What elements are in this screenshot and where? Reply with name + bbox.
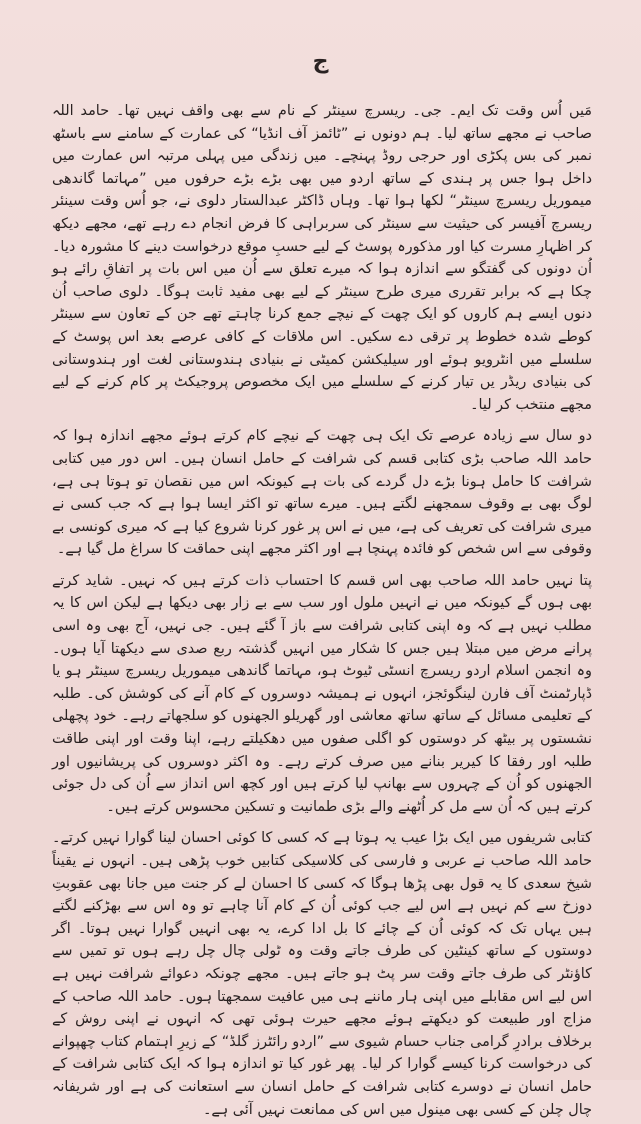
body-text	[52, 100, 592, 1124]
paragraph: پتا نہیں حامد اللہ صاحب بھی اس قسم کا احتساب ذات کرتے ہیں کہ نہیں۔ شاید کرتے بھی ہوں گے کیونکہ میں نے انہیں ملول اور سب سے بے زار بھی دیکھا ہے لیکن اس کا یہ مطلب نہیں ہے کہ وہ اپنی کتابی شرافت سے باز آ گئے ہیں۔ جی نہیں، آج بھی وہ اسی پرانے مرض میں مبتلا ہیں جس کا شکار میں انہیں گذشتہ ربع صدی سے دیکھتا آیا ہوں۔ وہ انجمن اسلام اردو ریسرچ انسٹی ٹیوٹ ہو، مہاتما گاندھی میموریل ریسرچ سینٹر ہو یا ڈپارٹمنٹ آف فارن لینگوئجز، انہوں نے ہمیشہ دوسروں کے کام آنے کی کوشش کی۔ طلبہ کے تعلیمی مسائل کے ساتھ ساتھ معاشی اور گھریلو الجھنوں کو سلجھاتے رہے۔ خود پچھلی نشستوں پر بیٹھ کر دوستوں کو اگلی صفوں میں دھکیلتے رہے، اپنا وقت اور اپنی طاقت طلبہ اور رفقا کا کیریر بنانے میں صرف کرتے رہے۔ وہ اکثر دوسروں کی پریشانیوں اور الجھنوں کو اُن کے چہروں سے بھانپ لیا کرتے ہیں اور کچھ اس انداز سے اُن کی دل جوئی کرتے ہیں کہ اُن سے مل کر اُٹھنے والے بڑی طمانیت و تسکین محسوس کرتے ہیں۔	[52, 572, 592, 815]
paragraph: دو سال سے زیادہ عرصے تک ایک ہی چھت کے نیچے کام کرتے ہوئے مجھے اندازہ ہوا کہ حامد اللہ صاحب بڑی کتابی قسم کی شرافت کے حامل انسان ہیں۔ اس دور میں کتابی شرافت کا حامل ہونا بڑے دل گردے کی بات ہے کیونکہ اس میں نقصان تو ہوتا ہی ہے، لوگ بھی بے وقوف سمجھنے لگتے ہیں۔ میرے ساتھ تو اکثر ایسا ہوا ہے کہ جب کسی نے میری شرافت کی تعریف کی ہے، میں نے اس پر غور کرنا شروع کیا ہے کہ میری کونسی بے وقوفی سے اس شخص کو فائدہ پہنچا ہے اور اکثر مجھے اپنی حماقت کا سراغ مل گیا ہے۔	[52, 428, 592, 558]
paragraph: کتابی شریفوں میں ایک بڑا عیب یہ ہوتا ہے کہ کسی کا کوئی احسان لینا گوارا نہیں کرتے۔ حامد اللہ صاحب نے عربی و فارسی کی کلاسیکی کتابیں خوب پڑھی ہیں۔ انہوں نے یقیناً شیخ سعدی کا یہ قول بھی پڑھا ہوگا کہ کسی کا احسان لے کر جنت میں جانا بھی عقوبتِ دوزخ سے کم نہیں ہے اس لیے جب کوئی اُن کے کام آنا چاہے تو وہ اس سے بھڑکنے لگتے ہیں یہاں تک کہ کوئی اُن کے چائے کا بل ادا کرے، یہ بھی انہیں گوارا نہیں ہوتا۔ اگر دوستوں کے ساتھ کینٹین کی طرف جاتے وقت وہ ٹولی چال چل رہے ہوں تو تمیں سے کاؤنٹر کی طرف جاتے وقت سر پٹ ہو جاتے ہیں۔ مجھے چونکہ دعوائے شرافت نہیں ہے اس لیے اس مقابلے میں اپنی ہار ماننے ہی میں عافیت سمجھتا ہوں۔ حامد اللہ صاحب کے مزاج اور طبیعت کو دیکھتے ہوئے مجھے حیرت ہوئی تھی کہ انہوں نے اپنی روش کے برخلاف برادرِ گرامی جناب حسام شیوی سے ”اردو رائٹرز گلڈ“ کے زیرِ اہتمام کتاب چھپوانے کی درخواست کرنا کیسے گوارا کر لیا۔ پھر غور کیا تو اندازہ ہوا کہ ایک کتابی شرافت کے حامل انسان نے دوسرے کتابی شرافت کے حامل انسان سے استعانت کی ہے اور شریفانہ چال چلن کے کسی بھی مینول میں اس کی ممانعت نہیں آئی ہے۔	[52, 830, 592, 1118]
page-number: ج	[312, 49, 329, 74]
paragraph: مَیں اُس وقت تک ایم۔ جی۔ ریسرچ سینٹر کے نام سے بھی واقف نہیں تھا۔ حامد اللہ صاحب نے مجھے ساتھ لیا۔ ہم دونوں نے ”ٹائمز آف انڈیا“ کی عمارت کے سامنے سے باسٹھ نمبر کی بس پکڑی اور حرجی روڈ پہنچے۔ میں زندگی میں پہلی مرتبہ اس عمارت میں داخل ہوا جس پر ہندی کے ساتھ اردو میں بھی بڑے بڑے حرفوں میں ”مہاتما گاندھی میموریل ریسرچ سینٹر“ لکھا ہوا تھا۔ وہاں ڈاکٹر عبدالستار دلوی نے، جو اُس وقت سینئر ریسرچ آفیسر کی حیثیت سے سینٹر کی سربراہی کا فرض انجام دے رہے تھے، مجھے دیکھ کر اظہارِ مسرت کیا اور مذکورہ پوسٹ کے لیے حسبِ موقع درخواست دینے کا مشورہ دیا۔ اُن دونوں کی گفتگو سے اندازہ ہوا کہ میرے تعلق سے اُن میں اس بات پر اتفاقِ رائے ہو چکا ہے کہ برابر تقرری میری طرح سینٹر کے لیے بھی مفید ثابت ہوگا۔ دلوی صاحب اُن دنوں ایسے ہم کاروں کو ایک چھت کے نیچے جمع کرنا چاہتے تھے جن کے تعاون سے سینٹر کوطے شدہ خطوط پر ترقی دے سکیں۔ اس ملاقات کے کافی عرصے بعد اس پوسٹ کے سلسلے میں انٹرویو ہوئے اور سیلیکشن کمیٹی نے بنیادی ہندوستانی لغت اور ہندوستانی کی بنیادی ریڈر یں تیار کرنے کے سلسلے میں ایک مخصوص پروجیکٹ پر کام کرنے کے لیے مجھے منتخب کر لیا۔	[52, 103, 592, 413]
